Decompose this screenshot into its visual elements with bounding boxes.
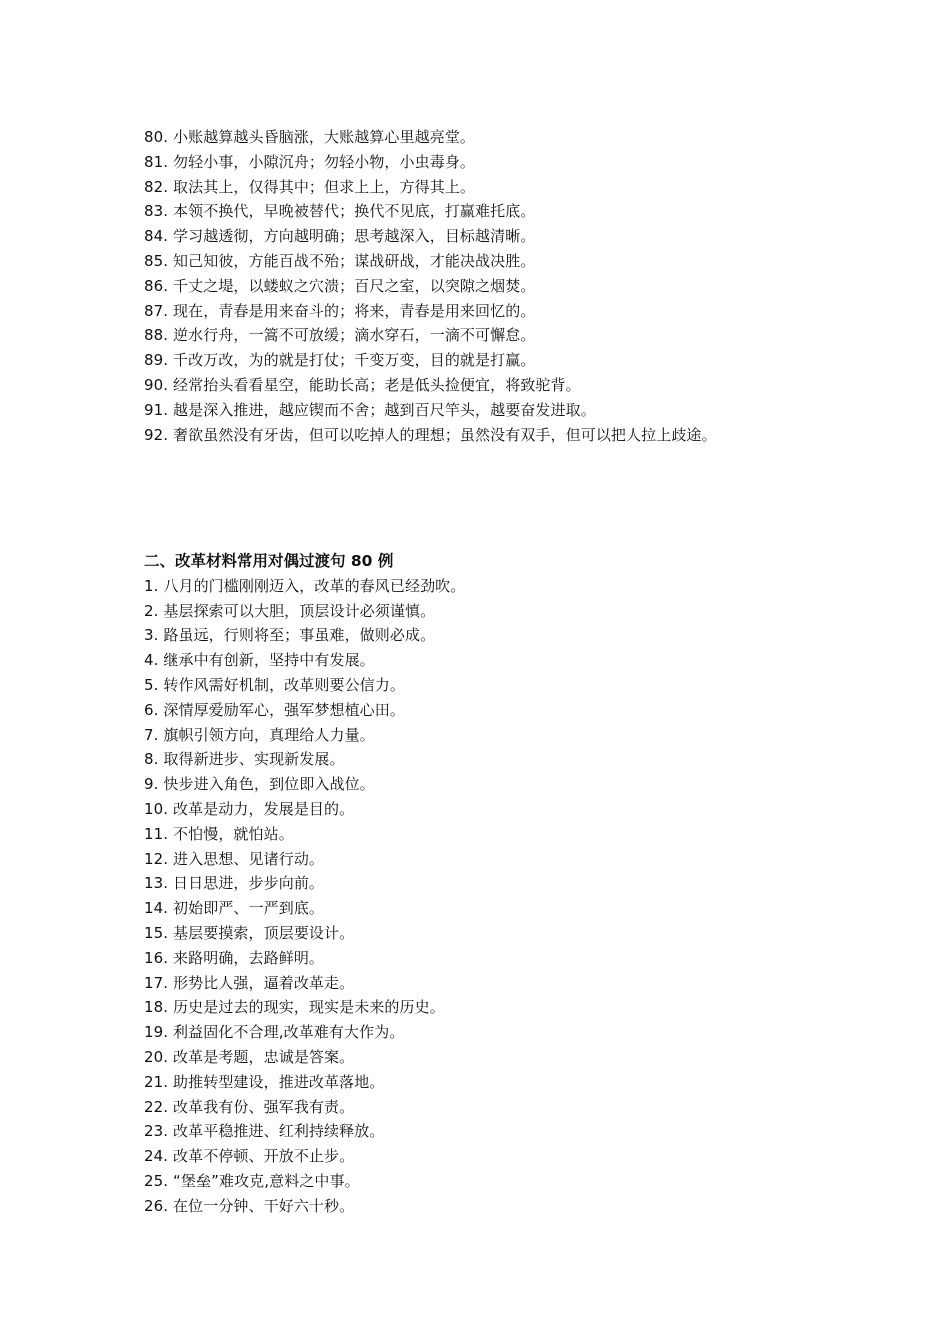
list-item: 26. 在位一分钟、干好六十秒。 xyxy=(144,1196,355,1215)
list-item: 81. 勿轻小事，小隙沉舟；勿轻小物，小虫毒身。 xyxy=(144,152,476,171)
list-item: 19. 利益固化不合理,改革难有大作为。 xyxy=(144,1023,405,1042)
list-item: 15. 基层要摸索，顶层要设计。 xyxy=(144,923,355,942)
list-item: 6. 深情厚爱励军心，强军梦想植心田。 xyxy=(144,700,405,719)
reform-transition-sentences-section xyxy=(144,549,934,1219)
list-item: 85. 知己知彼，方能百战不殆；谋战研战，才能决战决胜。 xyxy=(144,251,536,270)
list-item: 92. 奢欲虽然没有牙齿，但可以吃掉人的理想；虽然没有双手，但可以把人拉上歧途。 xyxy=(144,425,717,444)
list-item: 12. 进入思想、见诸行动。 xyxy=(144,849,325,868)
list-item: 10. 改革是动力，发展是目的。 xyxy=(144,799,355,818)
list-item: 1. 八月的门槛刚刚迈入，改革的春风已经劲吹。 xyxy=(144,576,466,595)
list-item: 87. 现在，青春是用来奋斗的；将来，青春是用来回忆的。 xyxy=(144,301,536,320)
list-item: 89. 千改万改，为的就是打仗；千变万变，目的就是打赢。 xyxy=(144,351,536,370)
list-item: 9. 快步进入角色，到位即入战位。 xyxy=(144,775,375,794)
list-item: 88. 逆水行舟，一篙不可放缓；滴水穿石，一滴不可懈怠。 xyxy=(144,326,536,345)
list-item: 8. 取得新进步、实现新发展。 xyxy=(144,750,345,769)
section-heading: 二、改革材料常用对偶过渡句 80 例 xyxy=(144,552,394,570)
list-item: 21. 助推转型建设，推进改革落地。 xyxy=(144,1072,385,1091)
list-item: 17. 形势比人强，逼着改革走。 xyxy=(144,973,355,992)
list-item: 25. “堡垒”难攻克,意料之中事。 xyxy=(144,1171,360,1190)
list-item: 11. 不怕慢，就怕站。 xyxy=(144,824,294,843)
list-item: 20. 改革是考题，忠诚是答案。 xyxy=(144,1047,355,1066)
list-item: 83. 本领不换代，早晚被替代；换代不见底，打赢难托底。 xyxy=(144,202,536,221)
list-item: 91. 越是深入推进，越应锲而不舍；越到百尺竿头，越要奋发进取。 xyxy=(144,400,596,419)
list-item: 23. 改革平稳推进、红利持续释放。 xyxy=(144,1122,385,1141)
list-item: 5. 转作风需好机制，改革则要公信力。 xyxy=(144,675,405,694)
list-item: 24. 改革不停顿、开放不止步。 xyxy=(144,1147,355,1166)
transition-sentences-list-continued xyxy=(144,125,934,447)
list-item: 90. 经常抬头看看星空，能助长高；老是低头捡便宜，将致驼背。 xyxy=(144,375,581,394)
list-item: 16. 来路明确，去路鲜明。 xyxy=(144,948,325,967)
list-item: 4. 继承中有创新，坚持中有发展。 xyxy=(144,651,375,670)
list-item: 13. 日日思进，步步向前。 xyxy=(144,874,325,893)
list-item: 82. 取法其上，仅得其中；但求上上，方得其上。 xyxy=(144,177,476,196)
list-item: 2. 基层探索可以大胆，顶层设计必须谨慎。 xyxy=(144,601,436,620)
list-item: 86. 千丈之堤，以蝼蚁之穴溃；百尺之室，以突隙之烟焚。 xyxy=(144,276,536,295)
list-item: 7. 旗帜引领方向，真理给人力量。 xyxy=(144,725,375,744)
list-item: 14. 初始即严、一严到底。 xyxy=(144,899,325,918)
list-item: 22. 改革我有份、强军我有责。 xyxy=(144,1097,355,1116)
list-item: 80. 小账越算越头昏脑涨，大账越算心里越亮堂。 xyxy=(144,128,476,146)
list-item: 3. 路虽远，行则将至；事虽难，做则必成。 xyxy=(144,626,436,645)
list-item: 84. 学习越透彻，方向越明确；思考越深入，目标越清晰。 xyxy=(144,227,536,246)
list-item: 18. 历史是过去的现实，现实是未来的历史。 xyxy=(144,998,445,1017)
